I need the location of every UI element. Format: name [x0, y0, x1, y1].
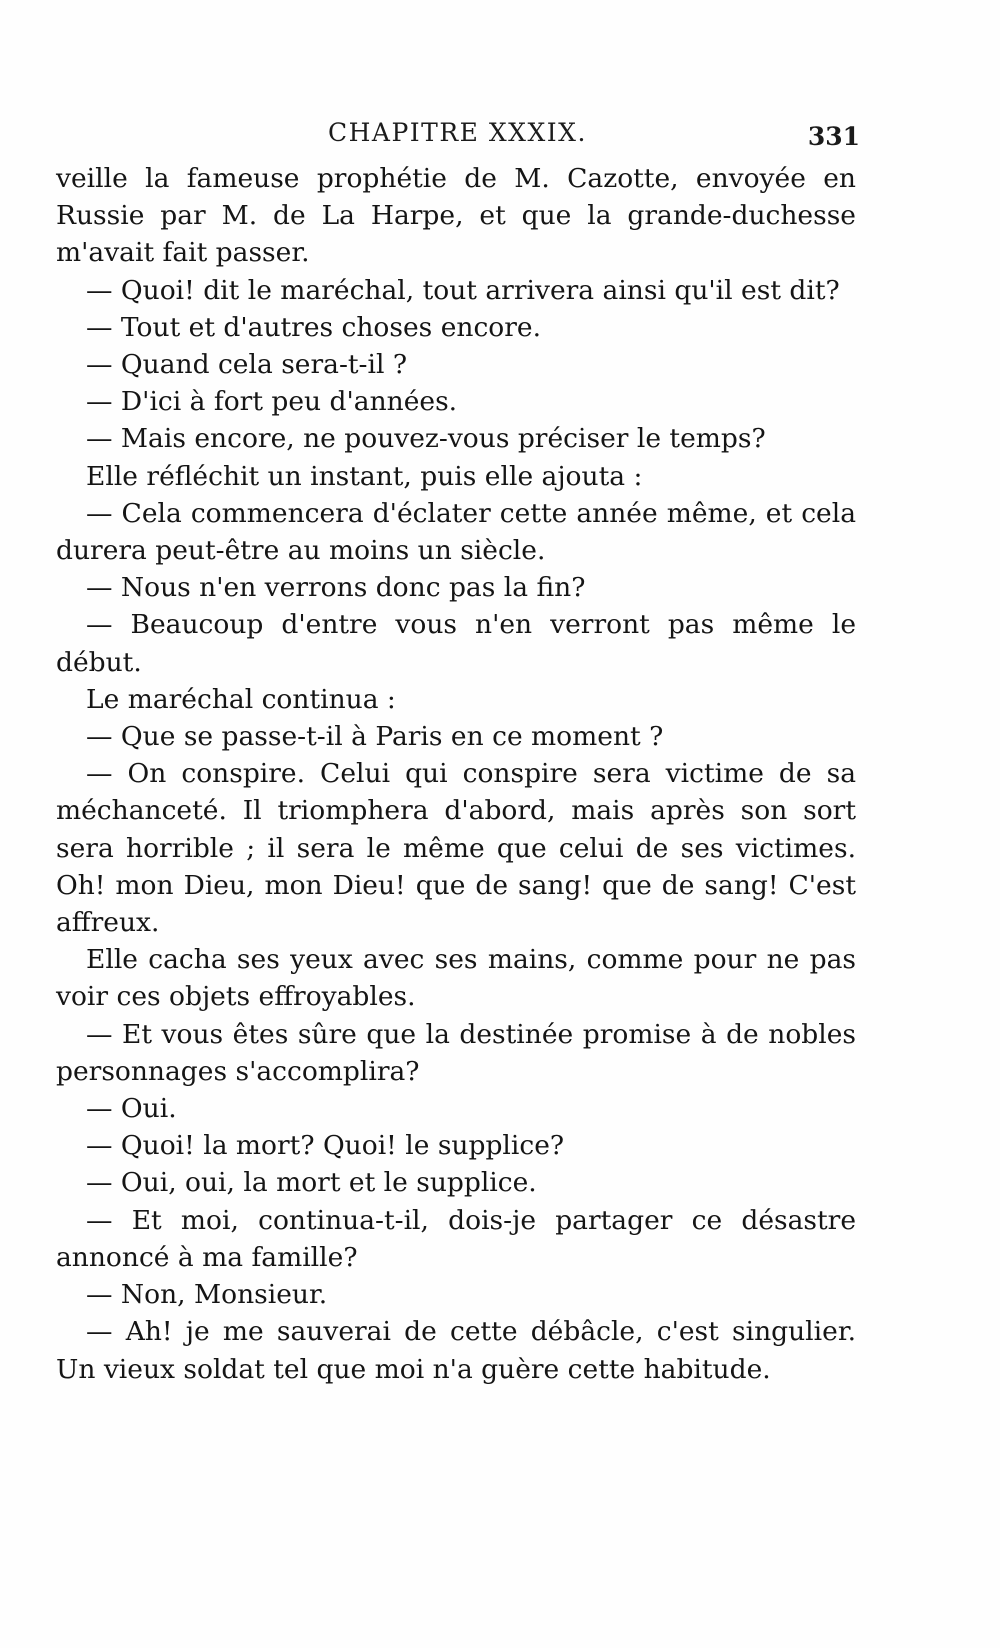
paragraph: — Nous n'en verrons donc pas la fin? — [86, 572, 586, 604]
paragraph: — Oui, oui, la mort et le supplice. — [86, 1167, 537, 1199]
paragraph: — Mais encore, ne pouvez-vous préciser le temps? — [86, 423, 766, 455]
paragraph: Le maréchal continua : — [86, 683, 396, 715]
paragraph: — Non, Monsieur. — [86, 1279, 328, 1311]
paragraph: — Beaucoup d'entre vous n'en verront pas même le début. — [56, 609, 856, 678]
body-text — [56, 160, 856, 1388]
paragraph: — Quoi! la mort? Quoi! le supplice? — [86, 1130, 565, 1162]
page-header — [60, 118, 860, 158]
paragraph: — On conspire. Celui qui conspire sera victime de sa méchanceté. Il triomphera d'abord, mais après son sort sera horrible ; il sera le même que celui de ses victimes. Oh! mon Dieu, mon Dieu! que de sang! que de sang! C'est affreux. — [56, 758, 856, 939]
paragraph: — Oui. — [86, 1093, 177, 1125]
paragraph: Elle réfléchit un instant, puis elle ajouta : — [86, 460, 643, 492]
paragraph: — Tout et d'autres choses encore. — [86, 311, 542, 343]
paragraph: — Et moi, continua-t-il, dois-je partager ce désastre annoncé à ma famille? — [56, 1204, 856, 1273]
page-number: 331 — [807, 122, 860, 151]
paragraph: Elle cacha ses yeux avec ses mains, comme pour ne pas voir ces objets effroyables. — [56, 944, 856, 1013]
paragraph: veille la fameuse prophétie de M. Cazotte, envoyée en Russie par M. de La Harpe, et que la grande-duchesse m'avait fait passer. — [56, 163, 856, 269]
paragraph: — D'ici à fort peu d'années. — [86, 386, 458, 418]
paragraph: — Quoi! dit le maréchal, tout arrivera ainsi qu'il est dit? — [86, 274, 840, 306]
running-head: CHAPITRE XXXIX. — [328, 118, 587, 147]
paragraph: — Ah! je me sauverai de cette débâcle, c'est singulier. Un vieux soldat tel que moi n'a guère cette habitude. — [56, 1316, 856, 1385]
paragraph: — Que se passe-t-il à Paris en ce moment ? — [86, 721, 664, 753]
paragraph: — Et vous êtes sûre que la destinée promise à de nobles personnages s'accomplira? — [56, 1018, 856, 1087]
paragraph: — Cela commencera d'éclater cette année même, et cela durera peut-être au moins un siècle. — [56, 497, 856, 567]
paragraph: — Quand cela sera-t-il ? — [86, 349, 408, 381]
